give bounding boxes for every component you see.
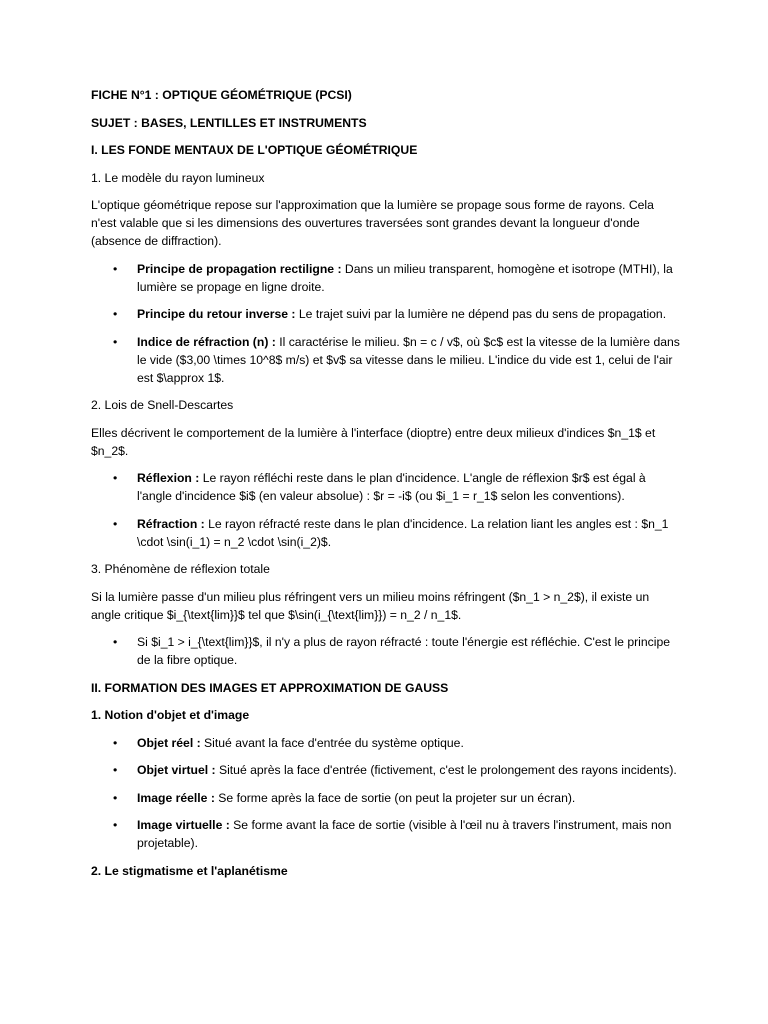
bullet-icon: • xyxy=(113,471,118,485)
document-title: FICHE N°1 : OPTIQUE GÉOMÉTRIQUE (PCSI) xyxy=(91,88,352,102)
list-item xyxy=(91,761,681,779)
bullet-icon: • xyxy=(113,307,118,321)
list-item-term: Principe du retour inverse : xyxy=(137,307,296,321)
list-item-text: Le rayon réfléchi reste dans le plan d'incidence. L'angle de réflexion $r$ est égal à l'angle d'incidence $i$ (en valeur absolue) : $r = -i$ (ou $i_1 = r_1$ selon les conventions). xyxy=(137,471,646,503)
list-item-term: Objet virtuel : xyxy=(137,763,216,777)
list-item-text: Dans un milieu transparent, homogène et isotrope (MTHI), la lumière se propage en ligne droite. xyxy=(137,261,673,294)
list-item xyxy=(91,789,681,807)
subsection-2-1-heading: 1. Notion d'objet et d'image xyxy=(91,708,250,722)
document-page xyxy=(91,86,681,889)
list-item-text: Situé après la face d'entrée (fictivement, c'est le prolongement des rayons incidents). xyxy=(215,763,677,777)
bullet-icon: • xyxy=(113,334,118,349)
bullet-icon: • xyxy=(113,818,118,832)
bullet-icon: • xyxy=(113,790,118,805)
list-item-term: Réfraction : xyxy=(137,516,205,531)
subsection-1-3-list xyxy=(91,633,681,669)
section-1-heading: I. LES FONDE MENTAUX DE L'OPTIQUE GÉOMÉTRIQUE xyxy=(91,143,418,157)
subsection-1-1-intro: L'optique géométrique repose sur l'approximation que la lumière se propage sous forme de rayons. Cela n'est valable que si les dimensions des ouvertures traversées sont grandes devant la longueur d'onde (absence de diffraction). xyxy=(91,198,654,248)
list-item-text: Se forme après la face de sortie (on peut la projeter sur un écran). xyxy=(214,790,576,805)
bullet-icon: • xyxy=(113,635,118,649)
list-item-text: Situé avant la face d'entrée du système optique. xyxy=(200,735,464,750)
document-subject: SUJET : BASES, LENTILLES ET INSTRUMENTS xyxy=(91,115,367,130)
bullet-icon: • xyxy=(113,763,118,777)
subsection-1-3-intro: Si la lumière passe d'un milieu plus réfringent vers un milieu moins réfringent ($n_1 > n_2$), il existe un angle critique $i_{\text{lim}}$ tel que $\sin(i_{\text{lim}}) = n_2 / n_1$. xyxy=(91,589,650,622)
list-item-term: Principe de propagation rectiligne : xyxy=(137,261,342,276)
list-item-text: Se forme avant la face de sortie (visible à l'œil nu à travers l'instrument, mais non projetable). xyxy=(137,818,672,850)
list-item xyxy=(91,515,681,551)
list-item xyxy=(91,734,681,752)
subsection-1-2-intro: Elles décrivent le comportement de la lumière à l'interface (dioptre) entre deux milieux d'indices $n_1$ et $n_2$. xyxy=(91,425,656,458)
list-item xyxy=(91,333,681,387)
subsection-1-3-heading: 3. Phénomène de réflexion totale xyxy=(91,562,270,576)
list-item xyxy=(91,816,681,852)
list-item xyxy=(91,305,681,323)
subsection-1-1-list xyxy=(91,260,681,387)
subsection-1-2-heading: 2. Lois de Snell-Descartes xyxy=(91,398,234,412)
list-item xyxy=(91,469,681,505)
list-item-term: Indice de réfraction (n) : xyxy=(137,334,276,349)
list-item-term: Réflexion : xyxy=(137,471,200,485)
list-item-text: Il caractérise le milieu. $n = c / v$, où $c$ est la vitesse de la lumière dans le vide ($3,00 \times 10^8$ m/s) et $v$ sa vitesse dans le milieu. L'indice du vide est 1, celui de l'air est $\approx 1$. xyxy=(137,334,680,385)
subsection-1-2-list xyxy=(91,469,681,551)
bullet-icon: • xyxy=(113,516,118,531)
section-2-heading: II. FORMATION DES IMAGES ET APPROXIMATION DE GAUSS xyxy=(91,680,449,695)
bullet-icon: • xyxy=(113,735,118,750)
list-item-text: Si $i_1 > i_{\text{lim}}$, il n'y a plus de rayon réfracté : toute l'énergie est réfléchie. C'est le principe de la fibre optique. xyxy=(137,635,671,667)
list-item-text: Le trajet suivi par la lumière ne dépend pas du sens de propagation. xyxy=(295,307,667,321)
list-item-term: Objet réel : xyxy=(137,735,201,750)
list-item xyxy=(91,633,681,669)
subsection-2-2-heading: 2. Le stigmatisme et l'aplanétisme xyxy=(91,863,288,878)
bullet-icon: • xyxy=(113,261,118,276)
list-item-term: Image réelle : xyxy=(137,790,215,805)
list-item xyxy=(91,260,681,296)
list-item-text: Le rayon réfracté reste dans le plan d'incidence. La relation liant les angles est : $n_1 \cdot \sin(i_1) = n_2 \cdot \sin(i_2)$. xyxy=(137,516,669,549)
subsection-1-1-heading: 1. Le modèle du rayon lumineux xyxy=(91,170,265,185)
list-item-term: Image virtuelle : xyxy=(137,818,230,832)
subsection-2-1-list xyxy=(91,734,681,853)
